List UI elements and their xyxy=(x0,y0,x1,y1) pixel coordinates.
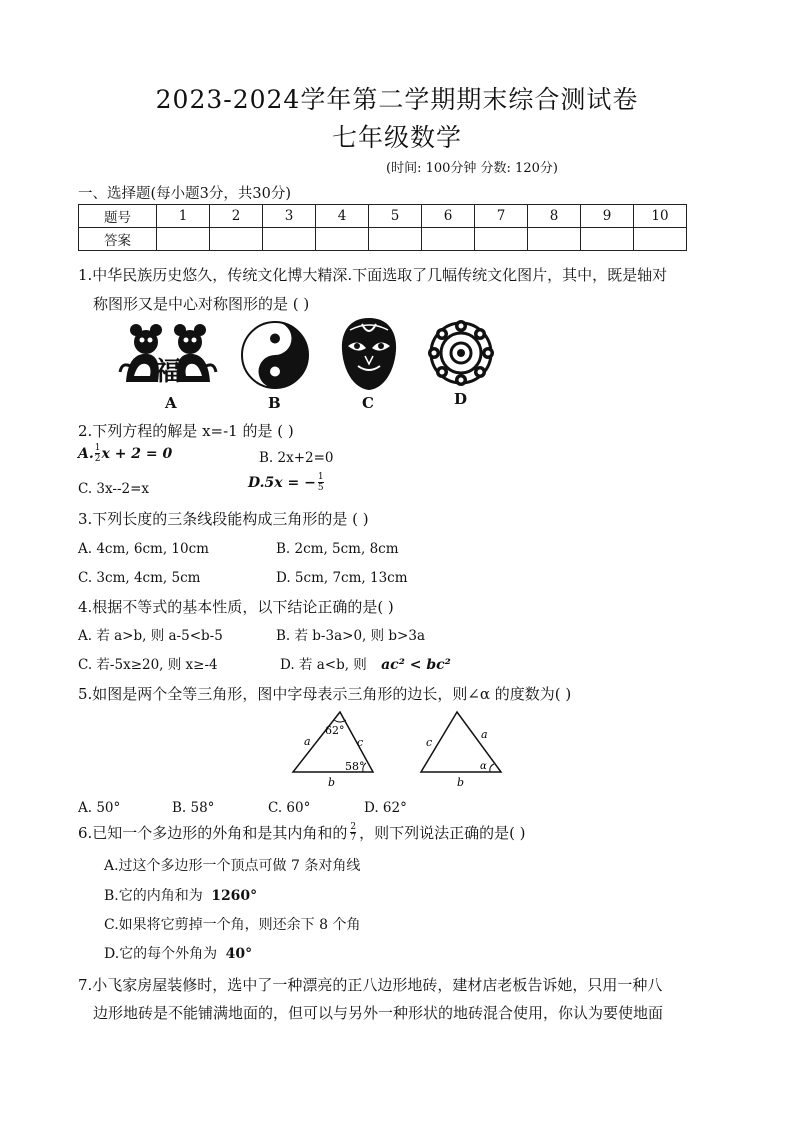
answer-cell-9[interactable] xyxy=(581,228,634,251)
q4-option-d xyxy=(280,656,451,674)
q4-option-a: A. 若 a>b, 则 a-5<b-5 xyxy=(78,628,223,644)
q3-stem: 3.下列长度的三条线段能构成三角形的是 ( ) xyxy=(78,510,369,528)
q2-d-frac-num: 1 xyxy=(317,472,324,482)
exam-meta: (时间: 100分钟 分数: 120分) xyxy=(386,161,558,176)
table-cell-number: 4 xyxy=(316,205,369,228)
table-cell-number: 9 xyxy=(581,205,634,228)
table-cell-number: 8 xyxy=(528,205,581,228)
q6-d-prefix: D.它的每个外角为 xyxy=(104,946,218,962)
q6-stem-prefix: 6.已知一个多边形的外角和是其内角和的 xyxy=(78,823,348,842)
q1-label-d: D xyxy=(454,390,468,408)
q6-stem xyxy=(78,822,526,843)
table-cell-number: 6 xyxy=(422,205,475,228)
q5-stem: 5.如图是两个全等三角形，图中字母表示三角形的边长，则∠α 的度数为( ) xyxy=(78,685,572,703)
q6-option-b xyxy=(104,887,257,905)
q3-option-a: A. 4cm, 6cm, 10cm xyxy=(78,541,209,557)
knot-pattern-image xyxy=(426,318,496,388)
table-cell-label: 题号 xyxy=(79,205,157,228)
exam-title: 2023-2024学年第二学期期末综合测试卷 xyxy=(155,85,639,114)
q2-stem: 2.下列方程的解是 x=-1 的是 ( ) xyxy=(78,422,294,440)
q5-option-d: D. 62° xyxy=(364,800,407,816)
q7-stem-line2: 边形地砖是不能铺满地面的，但可以与另外一种形状的地砖混合使用，你认为要使地面 xyxy=(93,1004,664,1022)
table-row-numbers xyxy=(79,205,687,228)
q1-label-b: B xyxy=(268,394,281,412)
q5-option-b: B. 58° xyxy=(172,800,215,816)
table-cell-number: 2 xyxy=(210,205,263,228)
table-cell-number: 7 xyxy=(475,205,528,228)
table-cell-label: 答案 xyxy=(79,228,157,251)
q4-option-b: B. 若 b-3a>0, 则 b>3a xyxy=(276,628,426,644)
q3-option-d: D. 5cm, 7cm, 13cm xyxy=(276,570,408,586)
q5-option-a: A. 50° xyxy=(78,800,121,816)
q6-stem-suffix: ，则下列说法正确的是( ) xyxy=(359,823,526,842)
q6-option-d xyxy=(104,945,252,963)
q3-option-b: B. 2cm, 5cm, 8cm xyxy=(276,541,399,557)
tri1-side-a: a xyxy=(304,735,311,748)
q6-b-prefix: B.它的内角和为 xyxy=(104,888,203,904)
answer-cell-8[interactable] xyxy=(528,228,581,251)
q7-stem-line1: 7.小飞家房屋装修时，选中了一种漂亮的正八边形地砖，建材店老板告诉她，只用一种八 xyxy=(78,976,663,994)
q6-frac-den: 7 xyxy=(350,833,357,843)
answer-cell-3[interactable] xyxy=(263,228,316,251)
tri1-right-angle: 58° xyxy=(345,760,365,773)
q2-a-prefix: A. xyxy=(78,445,94,462)
table-cell-number: 3 xyxy=(263,205,316,228)
triangle-1-diagram xyxy=(285,708,385,788)
fu-character: 福 xyxy=(154,357,182,387)
tri1-top-angle: 62° xyxy=(325,724,345,737)
q6-fraction xyxy=(350,822,356,843)
tri2-side-a: a xyxy=(481,728,488,741)
table-cell-number: 10 xyxy=(634,205,687,228)
table-row-answers xyxy=(79,228,687,251)
q2-a-frac-num: 1 xyxy=(94,443,101,453)
q1-stem-line1: 1.中华民族历史悠久，传统文化博大精深.下面选取了几幅传统文化图片，其中，既是轴对 xyxy=(78,266,668,284)
tri1-side-c: c xyxy=(357,736,364,749)
q2-a-rest: x + 2 = 0 xyxy=(101,445,173,462)
tri2-angle-alpha: α xyxy=(480,761,487,772)
tri2-side-c: c xyxy=(426,736,433,749)
q4-d-prefix: D. 若 a<b, 则 xyxy=(280,657,367,673)
q4-stem: 4.根据不等式的基本性质，以下结论正确的是( ) xyxy=(78,598,394,616)
q2-a-frac-den: 2 xyxy=(94,454,101,464)
answer-table xyxy=(78,204,687,251)
answer-cell-2[interactable] xyxy=(210,228,263,251)
q6-b-math: 1260° xyxy=(211,888,258,904)
answer-cell-7[interactable] xyxy=(475,228,528,251)
q6-d-math: 40° xyxy=(225,946,253,962)
q2-option-c: C. 3x--2=x xyxy=(78,481,150,497)
q5-option-c: C. 60° xyxy=(268,800,311,816)
tri1-side-b: b xyxy=(328,776,336,788)
exam-subtitle: 七年级数学 xyxy=(331,123,462,152)
q2-option-a xyxy=(78,443,172,464)
triangle-2-diagram xyxy=(415,708,510,788)
q2-d-prefix: D.5x = − xyxy=(248,474,316,491)
q1-label-c: C xyxy=(362,394,374,412)
q4-option-c: C. 若-5x≥20, 则 x≥-4 xyxy=(78,657,218,673)
q6-frac-num: 2 xyxy=(350,822,357,832)
q6-option-c: C.如果将它剪掉一个角，则还余下 8 个角 xyxy=(104,917,361,933)
q2-option-d xyxy=(248,472,324,493)
q2-option-b: B. 2x+2=0 xyxy=(259,450,334,466)
opera-mask-image xyxy=(338,316,400,392)
table-cell-number: 5 xyxy=(369,205,422,228)
fu-mice-image xyxy=(118,322,218,388)
answer-cell-10[interactable] xyxy=(634,228,687,251)
q6-option-a: A.过这个多边形一个顶点可做 7 条对角线 xyxy=(104,858,361,874)
q2-d-frac-den: 5 xyxy=(317,483,324,493)
answer-cell-4[interactable] xyxy=(316,228,369,251)
q3-option-c: C. 3cm, 4cm, 5cm xyxy=(78,570,201,586)
answer-cell-5[interactable] xyxy=(369,228,422,251)
q4-d-math: ac² < bc² xyxy=(381,657,451,673)
q1-label-a: A xyxy=(165,394,177,412)
yin-yang-image xyxy=(240,320,310,390)
q2-a-fraction xyxy=(95,443,101,464)
answer-cell-6[interactable] xyxy=(422,228,475,251)
answer-cell-1[interactable] xyxy=(157,228,210,251)
tri2-side-b: b xyxy=(457,776,465,788)
table-cell-number: 1 xyxy=(157,205,210,228)
q2-d-fraction xyxy=(318,472,324,493)
section-heading: 一、选择题(每小题3分，共30分) xyxy=(78,186,291,202)
q1-stem-line2: 称图形又是中心对称图形的是 ( ) xyxy=(93,295,310,313)
